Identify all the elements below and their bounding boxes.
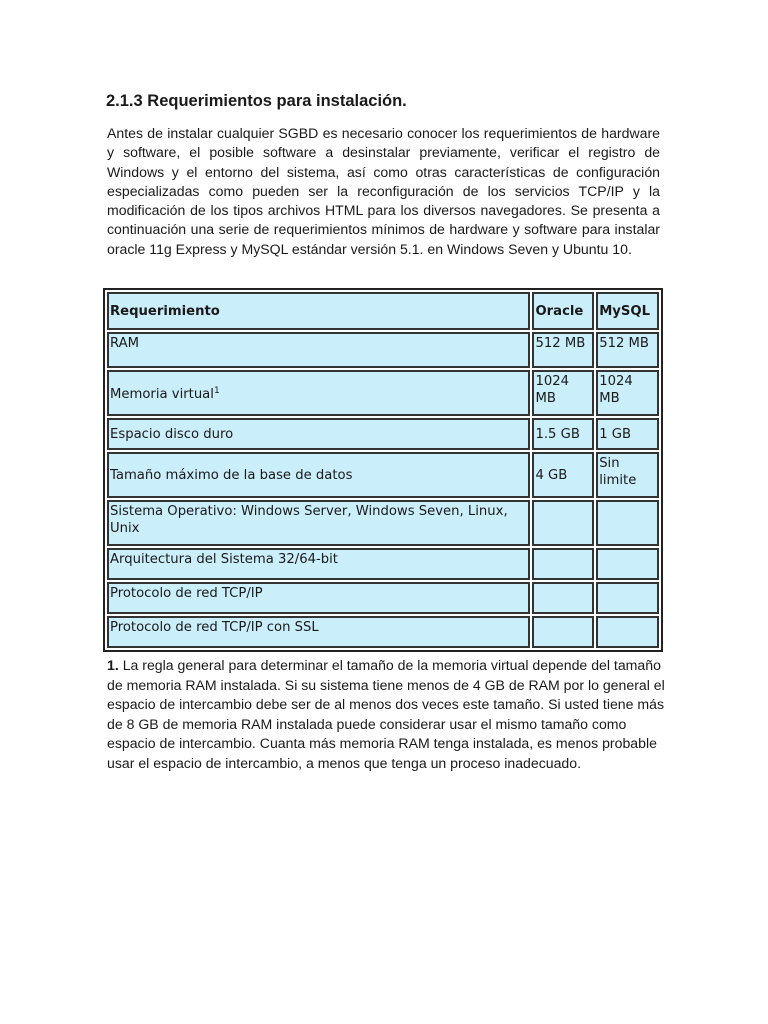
cell-mysql: 512 MB (596, 332, 659, 368)
cell-req (107, 370, 530, 416)
table-row (107, 332, 659, 368)
cell-mysql (596, 500, 659, 546)
table-row (107, 418, 659, 450)
cell-mysql: Sin limite (596, 452, 659, 498)
cell-oracle: 4 GB (532, 452, 594, 498)
cell-oracle: 1024 MB (532, 370, 594, 416)
table-row (107, 370, 659, 416)
cell-mysql (596, 616, 659, 648)
cell-mysql: 1 GB (596, 418, 659, 450)
cell-oracle (532, 500, 594, 546)
table-row (107, 582, 659, 614)
cell-req: Tamaño máximo de la base de datos (107, 452, 530, 498)
table-header-row (107, 292, 659, 330)
cell-mysql (596, 582, 659, 614)
header-requerimiento: Requerimiento (107, 292, 530, 330)
header-mysql: MySQL (596, 292, 659, 330)
table-row (107, 548, 659, 580)
cell-oracle: 1.5 GB (532, 418, 594, 450)
cell-req-text: Memoria virtual (110, 387, 214, 402)
intro-paragraph: Antes de instalar cualquier SGBD es necesario conocer los requerimientos de hardware y software, el posible software a desinstalar previamente, verificar el registro de Windows y el entorno del sistema, así como otras características de configuración especializadas como pueden ser la reconfiguración de los servicios TCP/IP y la modificación de los tipos archivos HTML para los diversos navegadores. Se presenta a continuación una serie de requerimientos mínimos de hardware y software para instalar oracle 11g Express y MySQL estándar versión 5.1. en Windows Seven y Ubuntu 10. (107, 125, 660, 257)
cell-req: Protocolo de red TCP/IP (107, 582, 530, 614)
requirements-table (103, 288, 663, 652)
cell-req: Sistema Operativo: Windows Server, Windows Seven, Linux, Unix (107, 500, 530, 546)
footnote-number: 1. (107, 657, 119, 673)
cell-oracle (532, 548, 594, 580)
cell-req: RAM (107, 332, 530, 368)
table-row (107, 500, 659, 546)
table-row (107, 452, 659, 498)
footnote-mark: 1 (213, 386, 220, 396)
header-oracle: Oracle (532, 292, 594, 330)
cell-req: Protocolo de red TCP/IP con SSL (107, 616, 530, 648)
footnote-paragraph (107, 656, 667, 773)
cell-mysql: 1024 MB (596, 370, 659, 416)
table-row (107, 616, 659, 648)
cell-req: Arquitectura del Sistema 32/64-bit (107, 548, 530, 580)
section-heading: 2.1.3 Requerimientos para instalación. (106, 92, 407, 110)
cell-req: Espacio disco duro (107, 418, 530, 450)
cell-oracle (532, 582, 594, 614)
footnote-text: La regla general para determinar el tamaño de la memoria virtual depende del tamaño de memoria RAM instalada. Si su sistema tiene menos de 4 GB de RAM por lo general el espacio de intercambio debe ser de al menos dos veces este tamaño. Si usted tiene más de 8 GB de memoria RAM instalada puede considerar usar el mismo tamaño como espacio de intercambio. Cuanta más memoria RAM tenga instalada, es menos probable usar el espacio de intercambio, a menos que tenga un proceso inadecuado. (107, 657, 665, 771)
cell-mysql (596, 548, 659, 580)
cell-oracle: 512 MB (532, 332, 594, 368)
cell-oracle (532, 616, 594, 648)
